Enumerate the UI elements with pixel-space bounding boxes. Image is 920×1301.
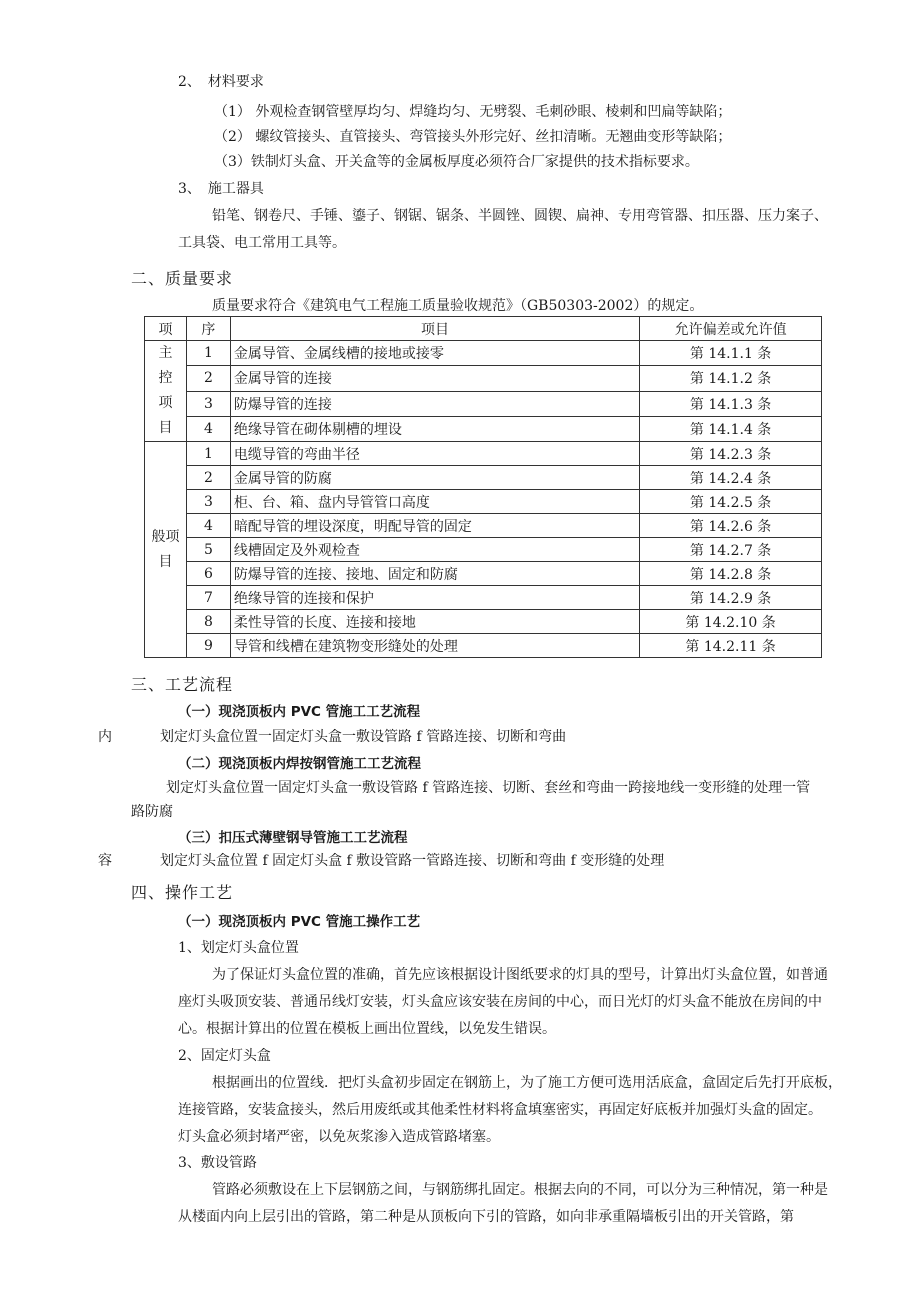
table-row [145,416,822,441]
table-row [145,490,822,514]
row-value: 第 14.1.3 条 [640,391,822,416]
margin-char-1: 内 [98,729,112,745]
step-2-line-3: 灯头盒必须封堵严密，以免灰浆渗入造成管路堵塞。 [178,1129,500,1145]
process-flow-2-line-2: 路防腐 [131,804,173,820]
table-row [145,586,822,610]
operation-heading: 四、操作工艺 [131,883,234,902]
row-item: 防爆导管的连接 [230,391,639,416]
step-1-line-1: 为了保证灯头盒位置的准确，首先应该根据设计图纸要求的灯具的型号，计算出灯头盒位置，如普通 [212,967,828,983]
tools-line-1: 铅笔、钢卷尺、手锤、鎏子、钢锯、锯条、半圆锉、圆锲、扁神、专用弯管器、扣压器、压力案子、 [212,208,828,224]
row-no: 4 [186,514,230,538]
row-value: 第 14.2.11 条 [640,634,822,658]
row-item: 绝缘导管在砌体剔槽的埋设 [230,416,639,441]
row-value: 第 14.2.4 条 [640,466,822,490]
row-item: 绝缘导管的连接和保护 [230,586,639,610]
materials-item-1: （1） 外观检查钢管壁厚均匀、焊缝均匀、无劈裂、毛刺砂眼、棱刺和凹扁等缺陷； [214,104,732,120]
row-item: 暗配导管的埋设深度，明配导管的固定 [230,514,639,538]
row-no: 4 [186,416,230,441]
process-flow-3: 划定灯头盒位置 f 固定灯头盒 f 敷设管路一管路连接、切断和弯曲 f 变形缝的处理 [160,853,665,869]
tools-line-2: 工具袋、电工常用工具等。 [178,235,346,251]
process-sub-2: （二）现浇顶板内焊按钢管施工工艺流程 [178,756,421,772]
row-item: 防爆导管的连接、接地、固定和防腐 [230,562,639,586]
table-row [145,514,822,538]
col-header-item: 项目 [230,317,639,341]
row-item: 电缆导管的弯曲半径 [230,442,639,466]
row-value: 第 14.2.7 条 [640,538,822,562]
materials-heading: 2、 材料要求 [178,74,264,90]
table-row [145,610,822,634]
row-value: 第 14.1.1 条 [640,341,822,366]
main-control-label: 主 控 项 目 [145,341,187,442]
step-3-line-2: 从楼面内向上层引出的管路，第二种是从顶板向下引的管路，如向非承重隔墙板引出的开关管路，第 [178,1209,794,1225]
table-row [145,391,822,416]
col-header-category: 项 [145,317,187,341]
row-item: 金属导管的连接 [230,366,639,391]
row-item: 柜、台、箱、盘内导管管口高度 [230,490,639,514]
tools-heading: 3、 施工器具 [178,181,264,197]
quality-intro: 质量要求符合《建筑电气工程施工质量验收规范》（GB50303-2002）的规定。 [212,298,704,314]
quality-heading: 二、质量要求 [131,269,234,288]
row-value: 第 14.2.5 条 [640,490,822,514]
row-no: 7 [186,586,230,610]
row-value: 第 14.1.2 条 [640,366,822,391]
table-row [145,366,822,391]
row-no: 6 [186,562,230,586]
row-value: 第 14.1.4 条 [640,416,822,441]
general-label: 般项 目 [145,442,187,658]
step-2-line-2: 连接管路，安装盒接头，然后用废纸或其他柔性材料将盒填塞密实，再固定好底板并加强灯头盒的固定。 [178,1102,822,1118]
table-row [145,538,822,562]
step-3-line-1: 管路必须敷设在上下层钢筋之间，与钢筋绑扎固定。根据去向的不同，可以分为三种情况，第一种是 [212,1182,828,1198]
row-item: 金属导管、金属线槽的接地或接零 [230,341,639,366]
row-no: 1 [186,341,230,366]
process-flow-1: 划定灯头盒位置一固定灯头盒一敷设管路 f 管路连接、切断和弯曲 [160,729,567,745]
row-no: 5 [186,538,230,562]
row-item: 柔性导管的长度、连接和接地 [230,610,639,634]
row-value: 第 14.2.10 条 [640,610,822,634]
row-item: 金属导管的防腐 [230,466,639,490]
col-header-no: 序 [186,317,230,341]
row-value: 第 14.2.9 条 [640,586,822,610]
process-heading: 三、工艺流程 [131,675,234,694]
step-3-title: 3、敷设管路 [178,1155,257,1171]
step-1-line-3: 心。根据计算出的位置在模板上画出位置线，以免发生错误。 [178,1021,556,1037]
margin-char-2: 容 [98,853,112,869]
row-item: 导管和线槽在建筑物变形缝处的处理 [230,634,639,658]
row-no: 8 [186,610,230,634]
table-row [145,562,822,586]
table-header-row [145,317,822,341]
materials-item-3: （3）铁制灯头盒、开关盒等的金属板厚度必须符合厂家提供的技术指标要求。 [214,154,699,170]
process-flow-2-line-1: 划定灯头盒位置一固定灯头盒一敷设管路 f 管路连接、切断、套丝和弯曲一跨接地线一变形缝的处理一管 [166,780,811,796]
process-sub-3: （三）扣压式薄壁钢导管施工工艺流程 [178,830,408,846]
step-2-line-1: 根据画出的位置线．把灯头盒初步固定在钢筋上，为了施工方便可选用活底盒，盒固定后先打开底板， [212,1075,842,1091]
row-no: 9 [186,634,230,658]
row-no: 2 [186,366,230,391]
step-1-title: 1、划定灯头盒位置 [178,940,299,956]
process-sub-1: （一）现浇顶板内 PVC 管施工工艺流程 [178,704,421,720]
table-row [145,634,822,658]
materials-item-2: （2） 螺纹管接头、直管接头、弯管接头外形完好、丝扣清晰。无翘曲变形等缺陷； [214,129,732,145]
operation-sub-1: （一）现浇顶板内 PVC 管施工操作工艺 [178,914,421,930]
row-no: 3 [186,391,230,416]
row-value: 第 14.2.8 条 [640,562,822,586]
row-item: 线槽固定及外观检查 [230,538,639,562]
table-row [145,341,822,366]
step-2-title: 2、固定灯头盒 [178,1048,271,1064]
row-value: 第 14.2.6 条 [640,514,822,538]
col-header-value: 允许偏差或允许值 [640,317,822,341]
table-row [145,466,822,490]
quality-table [144,316,822,658]
row-no: 3 [186,490,230,514]
step-1-line-2: 座灯头吸顶安装、普通吊线灯安装，灯头盒应该安装在房间的中心，而日光灯的灯头盒不能放在房间的中 [178,994,822,1010]
row-no: 1 [186,442,230,466]
row-value: 第 14.2.3 条 [640,442,822,466]
row-no: 2 [186,466,230,490]
table-row [145,442,822,466]
